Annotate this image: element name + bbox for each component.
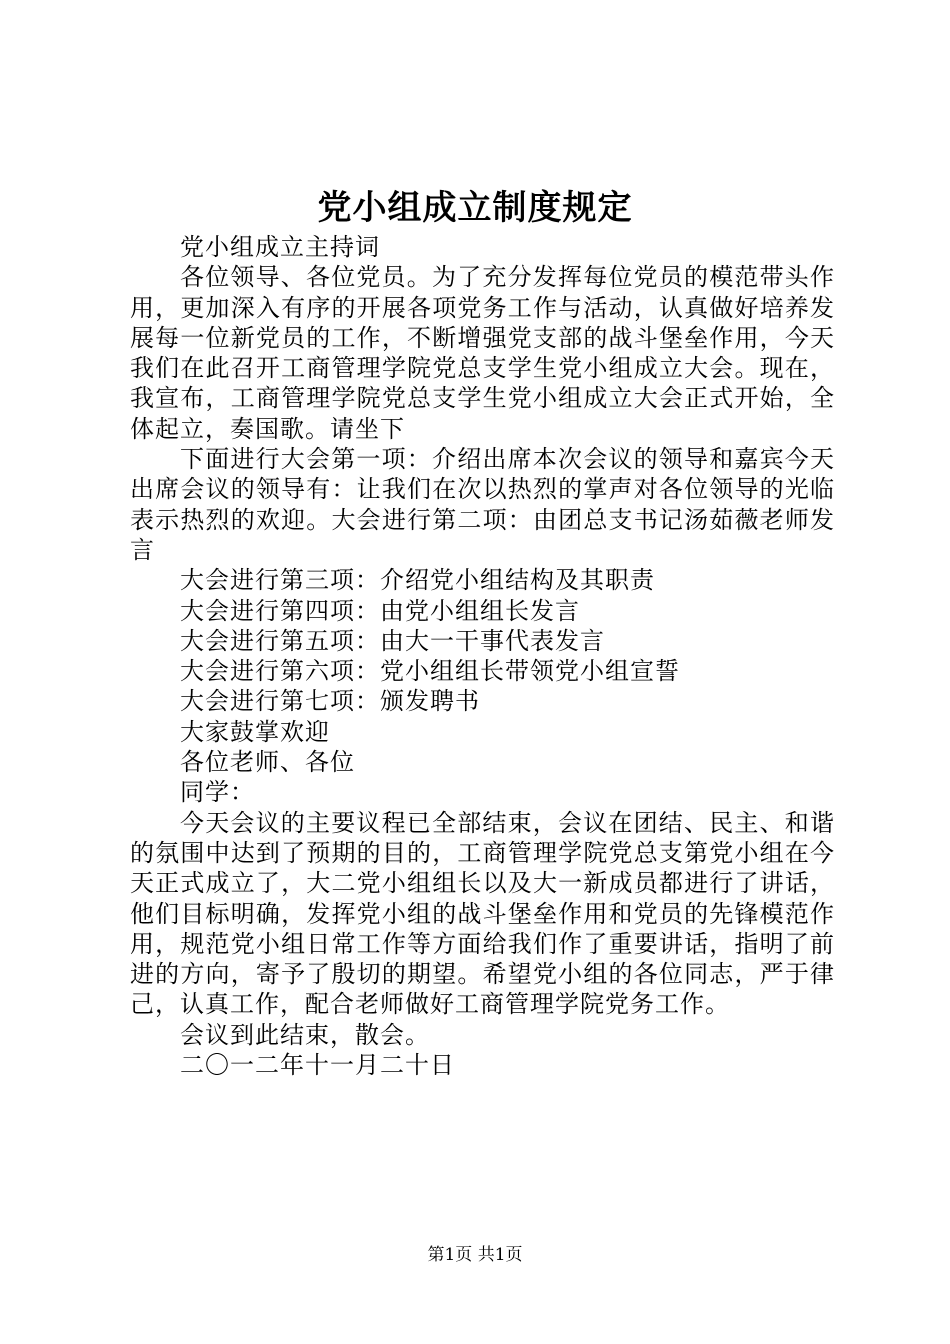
- paragraph-item-3: 大会进行第三项：介绍党小组结构及其职责: [180, 566, 655, 595]
- paragraph-item-4: 大会进行第四项：由党小组组长发言: [180, 596, 580, 625]
- paragraph-opening: 各位领导、各位党员。为了充分发挥每位党员的模范带头作用，更加深入有序的开展各项党务工作与活动，认真做好培养发展每一位新党员的工作，不断增强党支部的战斗堡垒作用，今天我们在此召开工商管理学院党总支学生党小组成立大会。现在，我宣布，工商管理学院党总支学生党小组成立大会正式开始，全体起立，奏国歌。请坐下: [130, 263, 835, 443]
- document-body: [130, 232, 835, 1080]
- document-title: 党小组成立制度规定: [317, 188, 633, 228]
- paragraph-greeting-1: 各位老师、各位: [180, 748, 355, 777]
- paragraph-item-5: 大会进行第五项：由大一干事代表发言: [180, 626, 605, 655]
- page-footer: 第1页 共1页: [427, 1245, 523, 1265]
- paragraph-adjourn: 会议到此结束，散会。: [180, 1020, 430, 1049]
- paragraph-applause: 大家鼓掌欢迎: [180, 717, 330, 746]
- paragraph-heading: 党小组成立主持词: [180, 233, 380, 261]
- paragraph-date: 二〇一二年十一月二十日: [180, 1051, 455, 1080]
- paragraph-closing: 今天会议的主要议程已全部结束，会议在团结、民主、和谐的氛围中达到了预期的目的，工商管理学院党总支第党小组在今天正式成立了，大二党小组组长以及大一新成员都进行了讲话，他们目标明确，发挥党小组的战斗堡垒作用和党员的先锋模范作用，规范党小组日常工作等方面给我们作了重要讲话，指明了前进的方向，寄予了殷切的期望。希望党小组的各位同志，严于律己，认真工作，配合老师做好工商管理学院党务工作。: [130, 808, 835, 1019]
- paragraph-greeting-2: 同学：: [180, 778, 255, 807]
- paragraph-item-1-2: 下面进行大会第一项：介绍出席本次会议的领导和嘉宾今天出席会议的领导有：让我们在次以热烈的掌声对各位领导的光临表示热烈的欢迎。大会进行第二项：由团总支书记汤茹薇老师发言: [130, 445, 835, 564]
- paragraph-item-6: 大会进行第六项：党小组组长带领党小组宣誓: [180, 657, 680, 686]
- paragraph-item-7: 大会进行第七项：颁发聘书: [180, 687, 480, 716]
